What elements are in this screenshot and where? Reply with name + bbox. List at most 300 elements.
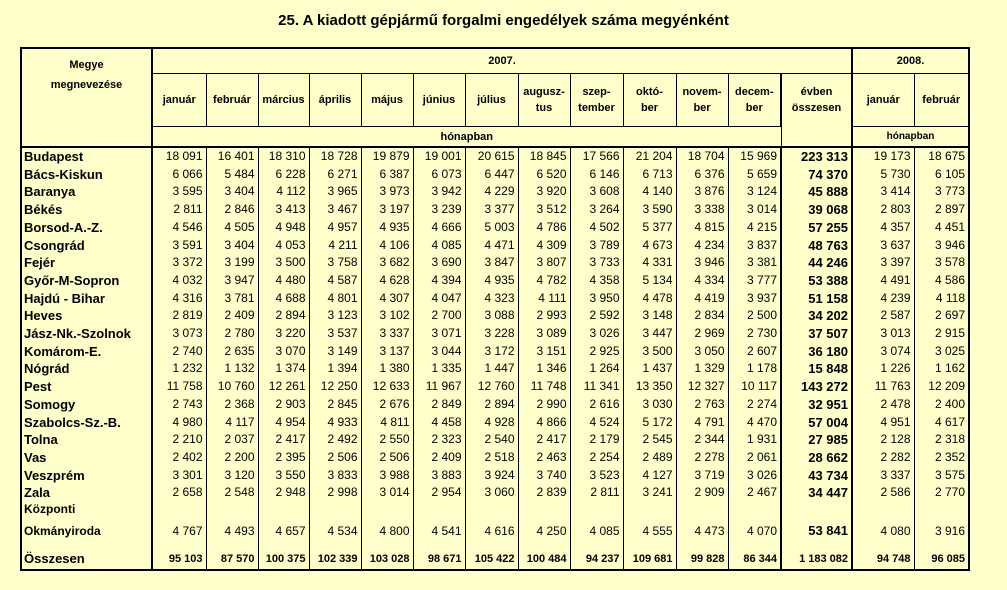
month-value: 3 404 [206,183,258,201]
month-value: 4 587 [309,272,361,290]
evben-osszesen-header: évben összesen [781,74,852,127]
month-value: 1 437 [623,360,676,378]
month-value: 3 789 [570,237,623,255]
month-value: 3 740 [518,467,570,485]
table-row [21,272,969,290]
month-value: 4 250 [518,502,570,539]
month-value: 2 489 [623,449,676,467]
month-value: 6 066 [152,166,206,184]
table-row [21,414,969,432]
month-value: 10 760 [206,378,258,396]
month-value: 3 924 [465,467,518,485]
month-value: 4 957 [309,219,361,237]
month-value: 18 091 [152,147,206,166]
month-value: 3 512 [518,201,570,219]
county-name: Komárom-E. [21,343,152,361]
month-value: 6 073 [413,166,465,184]
month-value: 4 331 [623,254,676,272]
month-value: 2 993 [518,307,570,325]
year-total: 1 183 082 [781,549,852,570]
year-total: 43 734 [781,467,852,485]
county-name: Veszprém [21,467,152,485]
month-value: 2 395 [258,449,309,467]
month-value: 2 730 [728,325,781,343]
month-value: 3 070 [258,343,309,361]
month-2008-value: 2 318 [914,431,969,449]
month-value: 19 001 [413,147,465,166]
month-value: 4 935 [361,219,413,237]
county-name: Összesen [21,549,152,570]
month-value: 3 758 [309,254,361,272]
month-value: 4 801 [309,290,361,308]
month-value: 3 151 [518,343,570,361]
month-value: 3 950 [570,290,623,308]
month-value: 3 220 [258,325,309,343]
month-header: októ- ber [623,74,676,127]
county-name: Bács-Kiskun [21,166,152,184]
month-value: 4 688 [258,290,309,308]
month-2008-value: 3 025 [914,343,969,361]
month-value: 1 232 [152,360,206,378]
month-value: 3 942 [413,183,465,201]
month-value: 2 998 [309,484,361,502]
month-value: 94 237 [570,549,623,570]
county-name: Zala [21,484,152,502]
month-value: 3 447 [623,325,676,343]
month-value: 2 658 [152,484,206,502]
honapban-2007: hónapban [152,127,781,148]
month-value: 3 591 [152,237,206,255]
month-2008-value: 4 586 [914,272,969,290]
month-header: június [413,74,465,127]
year-total: 39 068 [781,201,852,219]
county-name: Csongrád [21,237,152,255]
month-value: 4 085 [413,237,465,255]
month-value: 5 377 [623,219,676,237]
month-2008-value: 5 730 [852,166,914,184]
month-value: 4 334 [676,272,728,290]
month-value: 12 250 [309,378,361,396]
year-total: 74 370 [781,166,852,184]
month-value: 2 278 [676,449,728,467]
month-value: 2 819 [152,307,206,325]
month-value: 3 988 [361,467,413,485]
month-2008-value: 4 617 [914,414,969,432]
month-value: 2 344 [676,431,728,449]
month-2008-value: 2 587 [852,307,914,325]
month-value: 4 478 [623,290,676,308]
month-value: 4 493 [206,502,258,539]
month-value: 2 969 [676,325,728,343]
month-value: 4 811 [361,414,413,432]
table-row [21,502,969,539]
month-value: 3 837 [728,237,781,255]
month-value: 12 261 [258,378,309,396]
month-value: 99 828 [676,549,728,570]
month-value: 4 323 [465,290,518,308]
month-value: 3 050 [676,343,728,361]
month-2008-value: 2 897 [914,201,969,219]
month-value: 2 740 [152,343,206,361]
county-name: Baranya [21,183,152,201]
county-name: Győr-M-Sopron [21,272,152,290]
table-row [21,183,969,201]
county-name: Heves [21,307,152,325]
month-value: 6 146 [570,166,623,184]
month-value: 6 376 [676,166,728,184]
month-2008-value: 4 357 [852,219,914,237]
month-value: 2 402 [152,449,206,467]
table-row [21,343,969,361]
month-value: 2 061 [728,449,781,467]
month-value: 4 666 [413,219,465,237]
month-value: 12 633 [361,378,413,396]
month-value: 98 671 [413,549,465,570]
year-total: 57 255 [781,219,852,237]
month-value: 2 545 [623,431,676,449]
month-value: 3 199 [206,254,258,272]
county-name: Budapest [21,147,152,166]
month-2008-value: 19 173 [852,147,914,166]
month-value: 4 628 [361,272,413,290]
county-name: Központi Okmányiroda [21,502,152,539]
month-value: 3 137 [361,343,413,361]
month-value: 2 954 [413,484,465,502]
month-2008-value: 2 697 [914,307,969,325]
month-value: 4 316 [152,290,206,308]
month-value: 3 148 [623,307,676,325]
month-value: 2 894 [465,396,518,414]
month-value: 4 234 [676,237,728,255]
table-row [21,290,969,308]
month-value: 17 566 [570,147,623,166]
month-2008-value: 4 951 [852,414,914,432]
month-value: 3 088 [465,307,518,325]
page-title: 25. A kiadott gépjármű forgalmi engedélyek száma megyénként [278,12,729,29]
month-value: 2 409 [206,307,258,325]
month-2008-value: 2 915 [914,325,969,343]
month-header: március [258,74,309,127]
month-2008-value: 2 803 [852,201,914,219]
table-row [21,431,969,449]
month-value: 4 767 [152,502,206,539]
month-value: 3 595 [152,183,206,201]
month-2008-value: 4 491 [852,272,914,290]
month-value: 1 380 [361,360,413,378]
month-header: február [206,74,258,127]
year-total: 53 388 [781,272,852,290]
month-value: 2 592 [570,307,623,325]
month-value: 2 948 [258,484,309,502]
month-value: 2 518 [465,449,518,467]
year-total: 48 763 [781,237,852,255]
month-header: szep- tember [570,74,623,127]
month-value: 3 500 [258,254,309,272]
month-value: 1 346 [518,360,570,378]
month-value: 4 085 [570,502,623,539]
county-name: Borsod-A.-Z. [21,219,152,237]
month-value: 103 028 [361,549,413,570]
month-value: 3 781 [206,290,258,308]
megye-header: Megye megnevezése [21,48,152,147]
month-value: 11 748 [518,378,570,396]
month-2008-value: 2 128 [852,431,914,449]
month-2008-value: 94 748 [852,549,914,570]
month-value: 6 713 [623,166,676,184]
month-value: 4 127 [623,467,676,485]
month-value: 6 447 [465,166,518,184]
month-value: 2 839 [518,484,570,502]
month-2008-value: 3 916 [914,502,969,539]
year-total: 223 313 [781,147,852,166]
month-value: 2 417 [518,431,570,449]
data-table [20,47,970,571]
month-value: 4 948 [258,219,309,237]
month-value: 3 149 [309,343,361,361]
month-value: 2 368 [206,396,258,414]
month-value: 21 204 [623,147,676,166]
month-value: 4 616 [465,502,518,539]
month-value: 3 965 [309,183,361,201]
month-2008-value: 2 478 [852,396,914,414]
month-value: 2 417 [258,431,309,449]
month-2008-value: 3 946 [914,237,969,255]
month-value: 3 089 [518,325,570,343]
year-total: 27 985 [781,431,852,449]
month-value: 11 758 [152,378,206,396]
month-value: 4 473 [676,502,728,539]
table-row [21,396,969,414]
month-value: 4 954 [258,414,309,432]
month-value: 2 849 [413,396,465,414]
year-total: 36 180 [781,343,852,361]
month-2008-value: 18 675 [914,147,969,166]
month-value: 4 980 [152,414,206,432]
month-2008-value: 2 586 [852,484,914,502]
year-total: 34 202 [781,307,852,325]
month-2008-value: 6 105 [914,166,969,184]
month-value: 3 682 [361,254,413,272]
month-value: 3 264 [570,201,623,219]
month-2008-value: 3 414 [852,183,914,201]
month-value: 87 570 [206,549,258,570]
table-row [21,360,969,378]
month-2008-value: 3 337 [852,467,914,485]
year-total: 37 507 [781,325,852,343]
county-name: Somogy [21,396,152,414]
month-value: 3 014 [361,484,413,502]
month-value: 1 264 [570,360,623,378]
month-2008-value: 1 226 [852,360,914,378]
month-value: 3 026 [728,467,781,485]
month-value: 3 537 [309,325,361,343]
month-2008-value: 3 074 [852,343,914,361]
month-value: 2 254 [570,449,623,467]
month-value: 109 681 [623,549,676,570]
month-value: 3 197 [361,201,413,219]
table-row [21,484,969,502]
month-value: 3 241 [623,484,676,502]
month-value: 18 728 [309,147,361,166]
month-value: 86 344 [728,549,781,570]
month-value: 3 920 [518,183,570,201]
month-2008-value: 11 763 [852,378,914,396]
month-value: 3 337 [361,325,413,343]
month-value: 2 894 [258,307,309,325]
year-total: 15 848 [781,360,852,378]
month-value: 3 973 [361,183,413,201]
month-value: 2 846 [206,201,258,219]
month-value: 2 500 [728,307,781,325]
month-value: 2 903 [258,396,309,414]
month-value: 2 635 [206,343,258,361]
month-value: 4 502 [570,219,623,237]
month-value: 5 003 [465,219,518,237]
month-value: 3 073 [152,325,206,343]
month-value: 4 211 [309,237,361,255]
month-value: 1 335 [413,360,465,378]
month-value: 4 933 [309,414,361,432]
month-value: 4 070 [728,502,781,539]
month-value: 4 866 [518,414,570,432]
month-value: 4 394 [413,272,465,290]
month-value: 4 800 [361,502,413,539]
month-value: 2 909 [676,484,728,502]
month-value: 20 615 [465,147,518,166]
month-value: 2 925 [570,343,623,361]
month-value: 4 053 [258,237,309,255]
year-total: 32 951 [781,396,852,414]
month-value: 4 786 [518,219,570,237]
month-value: 2 780 [206,325,258,343]
month-value: 4 480 [258,272,309,290]
month-value: 4 534 [309,502,361,539]
month-value: 2 763 [676,396,728,414]
year-total: 34 447 [781,484,852,502]
month-value: 3 733 [570,254,623,272]
year-total: 28 662 [781,449,852,467]
table-row [21,378,969,396]
month-value: 4 470 [728,414,781,432]
month-value: 2 540 [465,431,518,449]
month-value: 2 463 [518,449,570,467]
month-value: 3 847 [465,254,518,272]
month-value: 3 833 [309,467,361,485]
month-2008-value: 3 575 [914,467,969,485]
month-value: 4 657 [258,502,309,539]
table-row [21,166,969,184]
month-2008-value: 3 397 [852,254,914,272]
month-value: 3 500 [623,343,676,361]
month-value: 19 879 [361,147,413,166]
month-value: 4 673 [623,237,676,255]
month-value: 3 030 [623,396,676,414]
month-2008-header: február [914,74,969,127]
month-value: 6 387 [361,166,413,184]
month-value: 3 937 [728,290,781,308]
month-value: 3 124 [728,183,781,201]
month-2008-header: január [852,74,914,127]
month-value: 6 520 [518,166,570,184]
county-name: Szabolcs-Sz.-B. [21,414,152,432]
month-header: decem- ber [728,74,781,127]
month-value: 3 102 [361,307,413,325]
spacer-row [21,539,969,549]
month-value: 11 967 [413,378,465,396]
month-value: 3 807 [518,254,570,272]
month-value: 3 946 [676,254,728,272]
month-2008-value: 4 451 [914,219,969,237]
month-value: 1 447 [465,360,518,378]
year-total: 45 888 [781,183,852,201]
month-value: 100 375 [258,549,309,570]
month-value: 4 307 [361,290,413,308]
month-value: 4 106 [361,237,413,255]
month-value: 18 845 [518,147,570,166]
table-row [21,325,969,343]
month-value: 5 134 [623,272,676,290]
month-value: 3 883 [413,467,465,485]
month-header: novem- ber [676,74,728,127]
month-value: 1 374 [258,360,309,378]
month-value: 95 103 [152,549,206,570]
county-name: Tolna [21,431,152,449]
month-2008-value: 1 162 [914,360,969,378]
month-2008-value: 3 637 [852,237,914,255]
month-2008-value: 3 578 [914,254,969,272]
month-value: 3 060 [465,484,518,502]
month-value: 4 032 [152,272,206,290]
month-value: 2 492 [309,431,361,449]
month-value: 5 172 [623,414,676,432]
month-2008-value: 3 013 [852,325,914,343]
month-value: 3 120 [206,467,258,485]
month-value: 2 811 [152,201,206,219]
month-value: 4 419 [676,290,728,308]
year-total: 143 272 [781,378,852,396]
month-value: 2 037 [206,431,258,449]
month-value: 1 178 [728,360,781,378]
month-value: 3 590 [623,201,676,219]
month-value: 2 506 [309,449,361,467]
month-value: 105 422 [465,549,518,570]
month-2008-value: 2 770 [914,484,969,502]
table-row [21,467,969,485]
month-value: 3 338 [676,201,728,219]
month-value: 3 413 [258,201,309,219]
month-value: 3 404 [206,237,258,255]
table-row [21,254,969,272]
month-2008-value: 96 085 [914,549,969,570]
month-value: 18 310 [258,147,309,166]
month-value: 3 228 [465,325,518,343]
month-value: 11 341 [570,378,623,396]
month-header: május [361,74,413,127]
month-value: 4 471 [465,237,518,255]
table-row [21,307,969,325]
month-value: 2 811 [570,484,623,502]
table-row [21,201,969,219]
honapban-2008: hónapban [852,127,969,148]
month-value: 4 309 [518,237,570,255]
month-value: 4 358 [570,272,623,290]
month-2008-value: 2 352 [914,449,969,467]
month-value: 4 782 [518,272,570,290]
month-value: 3 876 [676,183,728,201]
month-value: 4 505 [206,219,258,237]
table-row [21,237,969,255]
month-value: 4 215 [728,219,781,237]
